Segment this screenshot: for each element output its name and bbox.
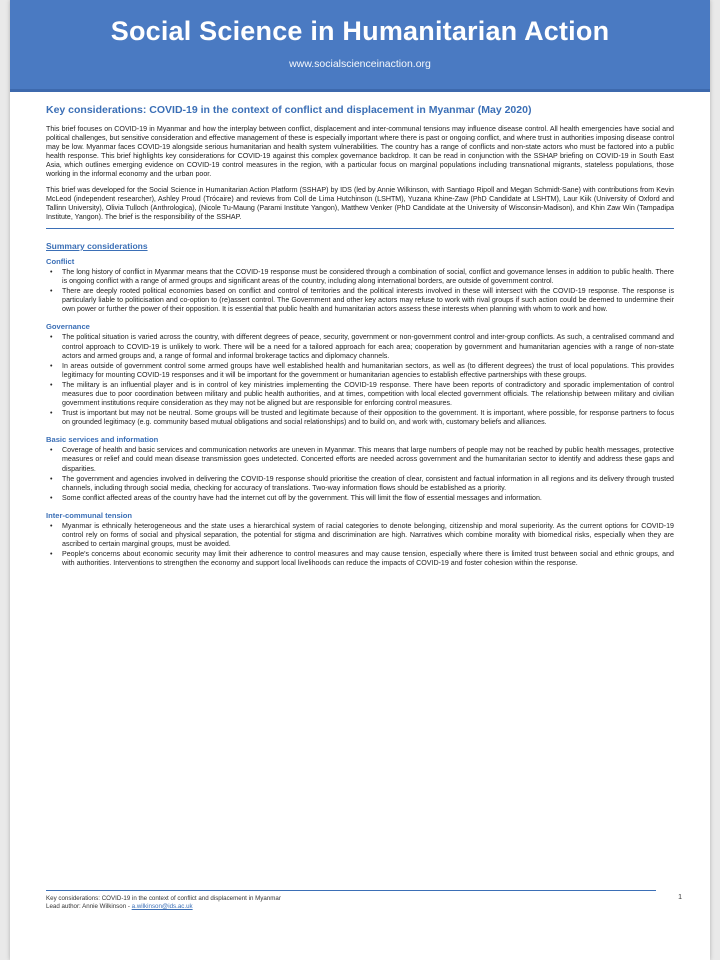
bullet-icon: •	[50, 380, 53, 389]
list-item-text: Coverage of health and basic services and communication networks are uneven in Myanmar. This means that large numbers of people may not be reached by public health messages, protective measures or relief and could mean disease transmission goes undetected. Concerted efforts are needed across government and the humanitarian sector to identify and address these gaps and disparities.	[62, 446, 674, 473]
list-item	[46, 333, 674, 360]
bullet-list	[46, 522, 674, 568]
list-item	[46, 550, 674, 568]
bullet-list	[46, 268, 674, 314]
list-item-text: Trust is important but may not be neutral. Some groups will be trusted and legitimate because of their opposition to the government. It is important, where possible, for response partners to focus on grounded legitimacy (e.g. community based mutual obligations and social relationships) and to build on, and work with, customary beliefs and alliances.	[62, 409, 674, 427]
bullet-icon: •	[50, 446, 53, 455]
bullet-icon: •	[50, 333, 53, 342]
bullet-icon: •	[50, 474, 53, 483]
document-title: Key considerations: COVID-19 in the context of conflict and displacement in Myanmar (May 2020)	[46, 104, 532, 116]
list-item-text: The military is an influential player and is in control of key ministries implementing the COVID-19 response. There have been reports of contradictory and sporadic implementation of control measures due to poor coordination between military and public health authorities, and at times, competition with local elected government officials. The relationship between military and civilian government institutions require consideration as they may not be aligned but are responsible for enforcing control measures.	[62, 380, 674, 408]
bullet-icon: •	[50, 409, 53, 418]
bullet-list	[46, 446, 674, 503]
intro-paragraph: This brief focuses on COVID-19 in Myanmar and how the interplay between conflict, displacement and inter-communal tensions may influence disease control. All health emergencies have social and political challenges, but sensitive consideration and effective management of these is especially important where there is past or ongoing conflict, and where trust in authorities imposing disease control may be low. Myanmar faces COVID-19 alongside serious humanitarian and health system vulnerabilities. The country has a range of conflicts and non-state actors who must be factored into a public health response. This brief highlights key considerations for COVID-19 against this complex governance backdrop. It can be read in conjunction with the SSHAP briefing on COVID-19 in South East Asia, which outlines emerging evidence on COVID-19 control measures in the region, with a particular focus on marginal populations including transnational migrants, stateless populations, those working in the informal economy and the urban poor.	[46, 125, 675, 179]
section-heading: Governance	[46, 322, 90, 332]
bullet-icon: •	[50, 493, 53, 502]
bullet-icon: •	[50, 361, 53, 370]
section-heading: Conflict	[46, 256, 75, 266]
section-conflict	[46, 257, 674, 314]
banner-url[interactable]: www.socialscienceinaction.org	[289, 58, 431, 70]
list-item	[46, 446, 674, 473]
document-page	[10, 0, 710, 960]
list-item	[46, 475, 674, 493]
document-body	[10, 92, 710, 568]
list-item	[46, 362, 674, 380]
footer-divider	[46, 890, 656, 891]
list-item-text: The government and agencies involved in delivering the COVID-19 response should prioritise the creation of clear, consistent and factual information in all regions and its delivery through trusted channels, including through social media, checking for accuracy of translations. Two-way information flows should be established as a priority.	[62, 474, 674, 492]
bullet-icon: •	[50, 521, 53, 530]
list-item	[46, 287, 674, 314]
list-item	[46, 409, 674, 427]
section-governance	[46, 322, 674, 427]
footer-author	[46, 903, 674, 911]
page-number: 1	[678, 894, 682, 901]
section-heading: Basic services and information	[46, 435, 159, 445]
banner-title: Social Science in Humanitarian Action	[110, 16, 610, 46]
footer-title: Key considerations: COVID-19 in the context of conflict and displacement in Myanmar	[46, 895, 281, 902]
intro-paragraph: This brief was developed for the Social Science in Humanitarian Action Platform (SSHAP) by IDS (led by Annie Wilkinson, with Santiago Ripoll and Megan Schmidt-Sane) with contributions from Kevin McLeod (independent researcher), Ashley Proud (Trócaire) and reviews from Coll de Lima Hutchinson (LSHTM), Yuzana Khine-Zaw (PhD Candidate at LSHTM), Laur Kiik (University of Oxford and Tallinn University), Olivia Tulloch (Anthrologica), (Nicole Tu-Maung (Parami Institute Yangon), Matthew Venker (PhD Candidate at the University of Wisconsin-Madison), and Khin Zaw Win (Tampadipa Institute, Yangon). The brief is the responsibility of the SSHAP.	[46, 185, 674, 221]
list-item-text: Some conflict affected areas of the country have had the internet cut off by the government. This will limit the flow of essential messages and information.	[62, 493, 542, 502]
summary-heading: Summary considerations	[46, 240, 148, 251]
list-item-text: In areas outside of government control some armed groups have well established health and humanitarian sectors, as well as (to different degrees) the trust of local populations. This provides legitimacy for mounting COVID-19 responses and it will be important for the government or humanitarian agencies to establish effective partnerships with these groups.	[62, 361, 674, 379]
section-inter-communal	[46, 511, 674, 568]
list-item-text: Myanmar is ethnically heterogeneous and the state uses a hierarchical system of racial categories to denote belonging, citizenship and moral superiority. As the current options for COVID-19 control rely on forms of social and physical separation, the potential for stigma and discrimination are high. Narratives which combine morality with biomedical risks, especially when they are ascribed to certain marginal groups, must be avoided.	[62, 521, 674, 549]
list-item-text: The political situation is varied across the country, with different degrees of peace, security, government or non-government control and inter-group conflicts. As such, a centralised command and control approach to COVID-19 is unlikely to work. There will be a need for a tailored approach for each area; cooperation by government and humanitarian agencies with a range of non-state actors and armed groups and, a range of formal and informal brokerage tactics and diplomacy channels.	[62, 333, 674, 360]
author-email-link[interactable]: a.wilkinson@ids.ac.uk	[131, 903, 193, 910]
footer-author-label: Lead author: Annie Wilkinson -	[46, 903, 132, 910]
list-item	[46, 381, 674, 408]
bullet-list	[46, 333, 674, 427]
bullet-icon: •	[50, 287, 53, 296]
list-item	[46, 268, 674, 286]
bullet-icon: •	[50, 550, 53, 559]
header-banner	[10, 0, 710, 92]
bullet-icon: •	[50, 267, 53, 276]
list-item-text: There are deeply rooted political economies based on conflict and control of territories and the political interests involved in these will intersect with the COVID-19 response. The response is particularly liable to politicisation and co-option to (re)assert control. The Government and other key actors may refuse to work with rival groups if such action could be deemed to undermine their own power or further the power of their opposition. It is essential that public health and humanitarian actors assess these interests when planning with whom to work and how.	[62, 287, 674, 314]
section-basic-services	[46, 435, 674, 503]
list-item-text: People's concerns about economic security may limit their adherence to control measures and may cause tension, especially where there is limited trust between social and ethnic groups, and with authorities. Interventions to strengthen the economy and support local livelihoods can reduce the impacts of COVID-19 and foster cohesion within the response.	[62, 550, 674, 568]
list-item	[46, 522, 674, 549]
intro-section	[46, 125, 674, 222]
list-item-text: The long history of conflict in Myanmar means that the COVID-19 response must be considered through a combination of social, conflict and governance lenses in addition to public health. There is ongoing conflict with a range of armed groups and significant areas of the country, including along international borders, are outside of government control.	[62, 267, 674, 286]
section-heading: Inter-communal tension	[46, 510, 133, 520]
page-footer	[46, 890, 674, 911]
section-divider	[46, 228, 674, 229]
list-item	[46, 494, 674, 503]
